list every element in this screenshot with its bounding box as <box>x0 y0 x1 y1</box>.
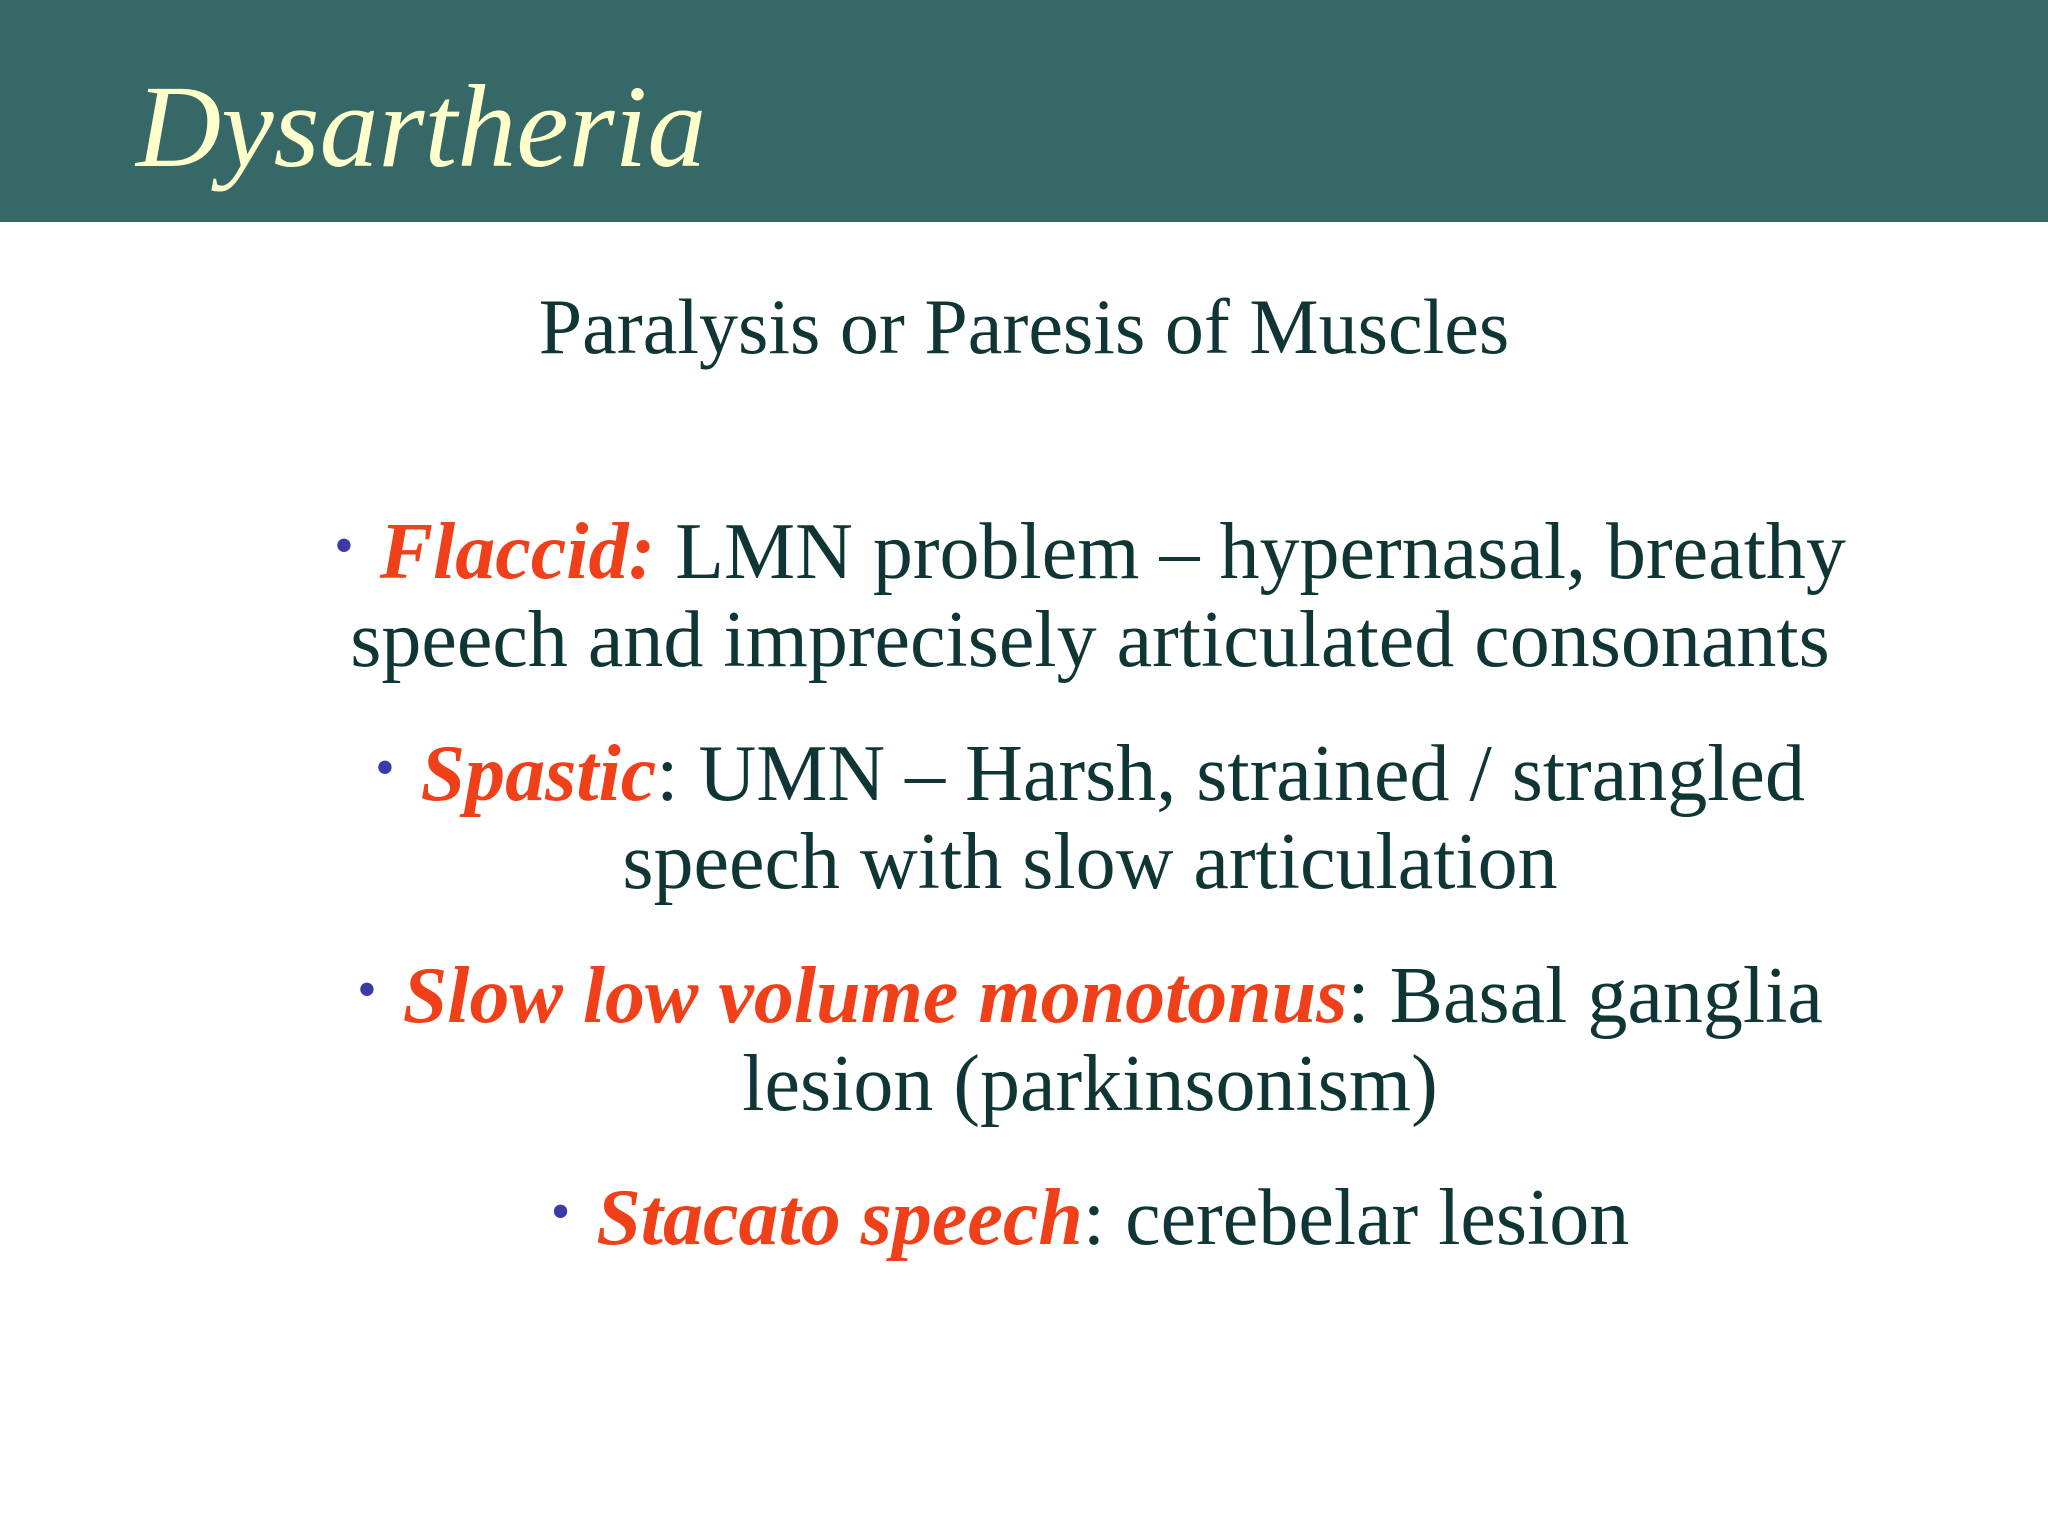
slide-subtitle: Paralysis or Paresis of Muscles <box>538 283 1510 370</box>
bullet-item-flaccid <box>240 502 1940 684</box>
bullet-text: : UMN – Harsh, strained / strangled <box>656 730 1805 818</box>
bullet-line-1 <box>240 946 1940 1040</box>
bullet-text: : Basal ganglia <box>1347 952 1823 1040</box>
bullet-line-2: speech with slow articulation <box>622 818 1558 906</box>
bullet-text: LMN problem – hypernasal, breathy <box>655 508 1846 596</box>
bullet-term: Spastic <box>420 730 657 818</box>
bullet-line-1 <box>240 1168 1940 1262</box>
bullet-term: Flaccid: <box>379 508 656 596</box>
bullet-line-2: lesion (parkinsonism) <box>742 1040 1438 1128</box>
bullet-line-2: speech and imprecisely articulated consonants <box>350 596 1830 684</box>
bullet-term: Stacato speech <box>596 1174 1083 1262</box>
bullet-item-stacato <box>240 1168 1940 1262</box>
bullet-dot-icon: • <box>550 1181 571 1243</box>
bullet-dot-icon: • <box>375 737 395 799</box>
bullet-line-1 <box>240 724 1940 818</box>
bullet-dot-icon: • <box>357 959 377 1021</box>
bullet-item-slow-low-volume <box>240 946 1940 1128</box>
bullet-text: : cerebelar lesion <box>1082 1174 1630 1262</box>
bullet-dot-icon: • <box>334 515 354 577</box>
slide-title: Dysartheria <box>136 61 707 192</box>
bullet-line-1 <box>240 502 1940 596</box>
bullet-term: Slow low volume monotonus <box>402 952 1348 1040</box>
bullet-item-spastic <box>240 724 1940 906</box>
